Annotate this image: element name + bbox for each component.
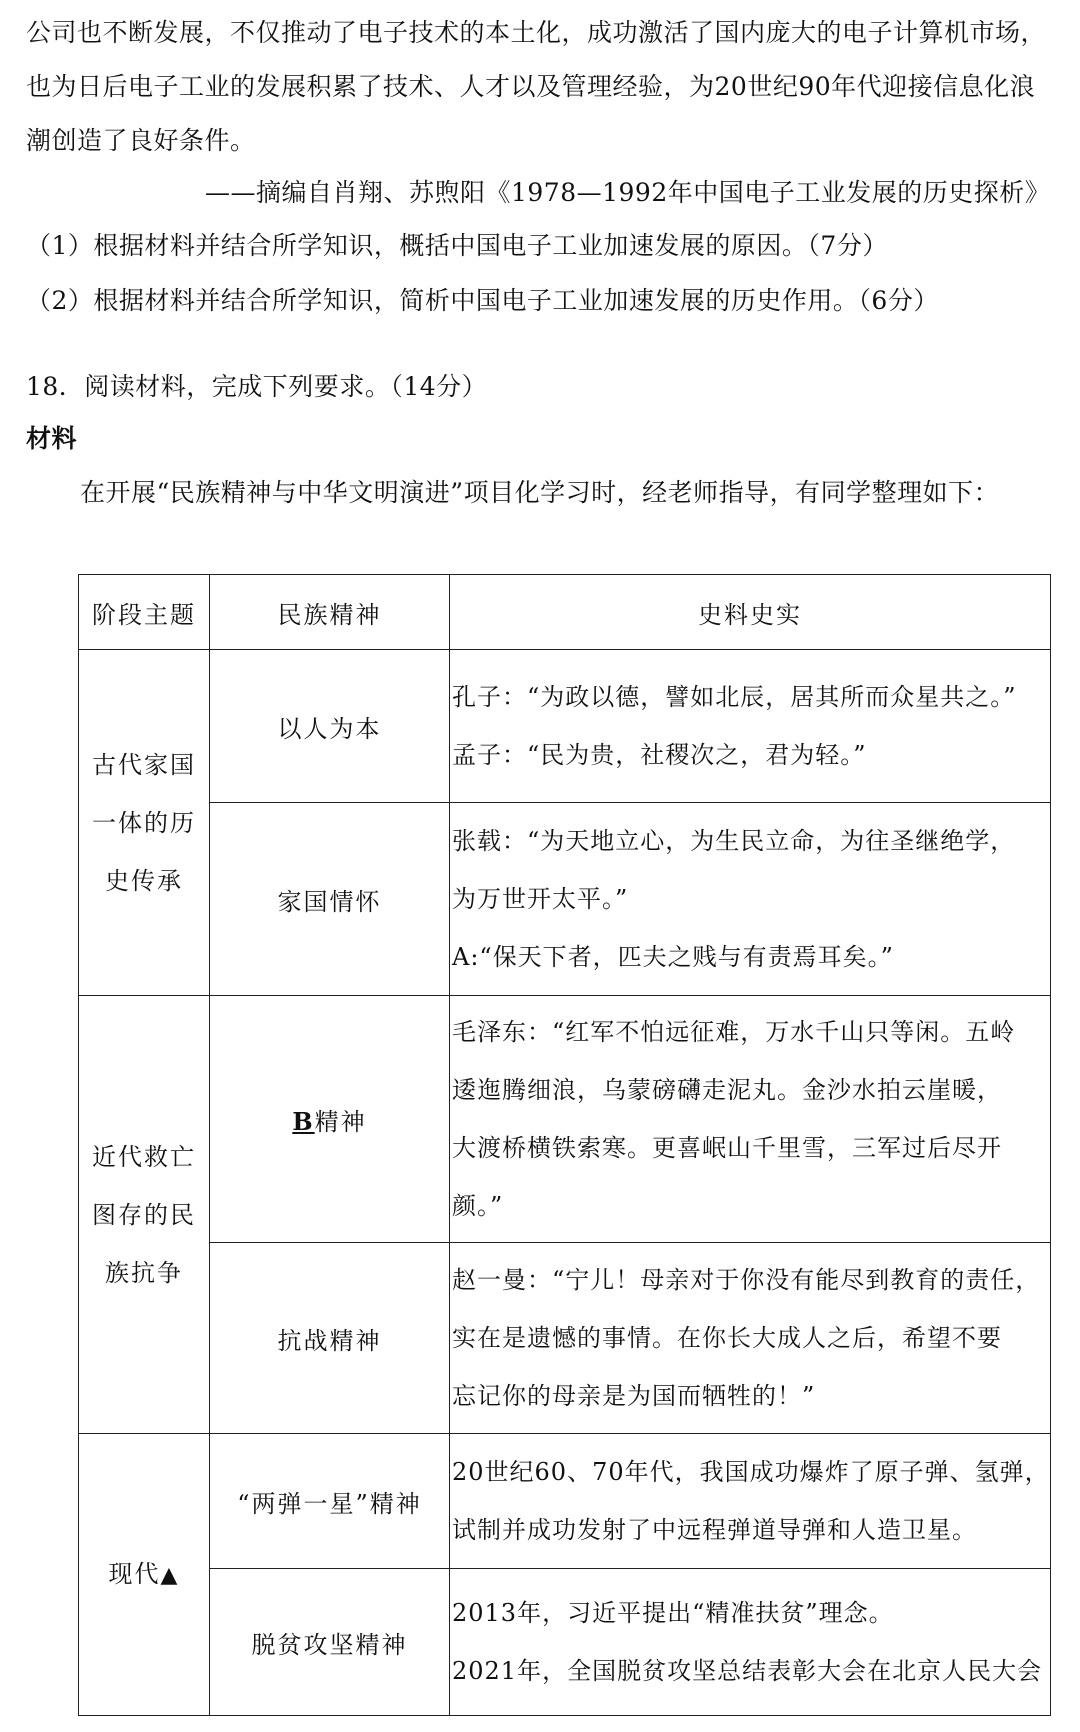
spirit-resistance-war: 抗战精神 — [210, 1243, 450, 1434]
paragraph-line-2: 也为日后电子工业的发展积累了技术、人才以及管理经验，为20世纪90年代迎接信息化浪 — [26, 72, 1036, 101]
spirit-patriotism: 家国情怀 — [210, 803, 450, 996]
table-row — [79, 803, 1051, 996]
header-facts: 史料史实 — [450, 575, 1051, 650]
stage-contemporary: 现代▲ — [79, 1434, 210, 1716]
q18-title: 18．阅读材料，完成下列要求。（14分） — [26, 372, 488, 401]
stage-modern-struggle: 近代救亡 图存的民 族抗争 — [79, 996, 210, 1434]
header-spirit: 民族精神 — [210, 575, 450, 650]
citation-source: ——摘编自肖翔、苏煦阳《1978—1992年中国电子工业发展的历史探析》 — [205, 178, 1051, 207]
material-label: 材料 — [26, 424, 78, 453]
q17-sub-question-2: （2）根据材料并结合所学知识，简析中国电子工业加速发展的历史作用。（6分） — [26, 286, 939, 315]
facts-cell: 孔子：“为政以德，譬如北辰，居其所而众星共之。” 孟子：“民为贵，社稷次之，君为轻。” — [450, 650, 1051, 803]
blank-triangle: ▲ — [160, 1562, 180, 1588]
table-row — [79, 1434, 1051, 1569]
table-header-row — [79, 575, 1051, 650]
facts-cell: 20世纪60、70年代，我国成功爆炸了原子弹、氢弹， 试制并成功发射了中远程弹道导弹和人造卫星。 — [450, 1434, 1051, 1569]
facts-cell: 赵一曼：“宁儿！母亲对于你没有能尽到教育的责任， 实在是遗憾的事情。在你长大成人之后，希望不要 忘记你的母亲是为国而牺牲的！” — [450, 1243, 1051, 1434]
header-stage: 阶段主题 — [79, 575, 210, 650]
paragraph-line-1: 公司也不断发展，不仅推动了电子技术的本土化，成功激活了国内庞大的电子计算机市场， — [26, 18, 1047, 47]
material-intro: 在开展“民族精神与中华文明演进”项目化学习时，经老师指导，有同学整理如下： — [80, 478, 1000, 507]
facts-cell: 张载：“为天地立心，为生民立命，为往圣继绝学， 为万世开太平。” A:“保天下者，匹夫之贱与有责焉耳矣。” — [450, 803, 1051, 996]
stage-ancient: 古代家国 一体的历 史传承 — [79, 650, 210, 996]
spirit-people-oriented: 以人为本 — [210, 650, 450, 803]
facts-cell: 毛泽东：“红军不怕远征难，万水千山只等闲。五岭 逶迤腾细浪，乌蒙磅礴走泥丸。金沙水拍云崖暖， 大渡桥横铁索寒。更喜岷山千里雪，三军过后尽开 颜。” — [450, 996, 1051, 1243]
facts-cell: 2013年，习近平提出“精准扶贫”理念。 2021年，全国脱贫攻坚总结表彰大会在北京人民大会 — [450, 1569, 1051, 1716]
table-row — [79, 996, 1051, 1243]
spirit-two-bombs-one-satellite: “两弹一星”精神 — [210, 1434, 450, 1569]
spirit-table — [78, 574, 1051, 1716]
paragraph-line-3: 潮创造了良好条件。 — [26, 126, 256, 155]
table-row — [79, 1243, 1051, 1434]
table-row — [79, 1569, 1051, 1716]
blank-b: B — [292, 1106, 315, 1136]
spirit-poverty-alleviation: 脱贫攻坚精神 — [210, 1569, 450, 1716]
q17-sub-question-1: （1）根据材料并结合所学知识，概括中国电子工业加速发展的原因。（7分） — [26, 231, 888, 260]
spirit-blank-b: B精神 — [210, 996, 450, 1243]
table-row — [79, 650, 1051, 803]
